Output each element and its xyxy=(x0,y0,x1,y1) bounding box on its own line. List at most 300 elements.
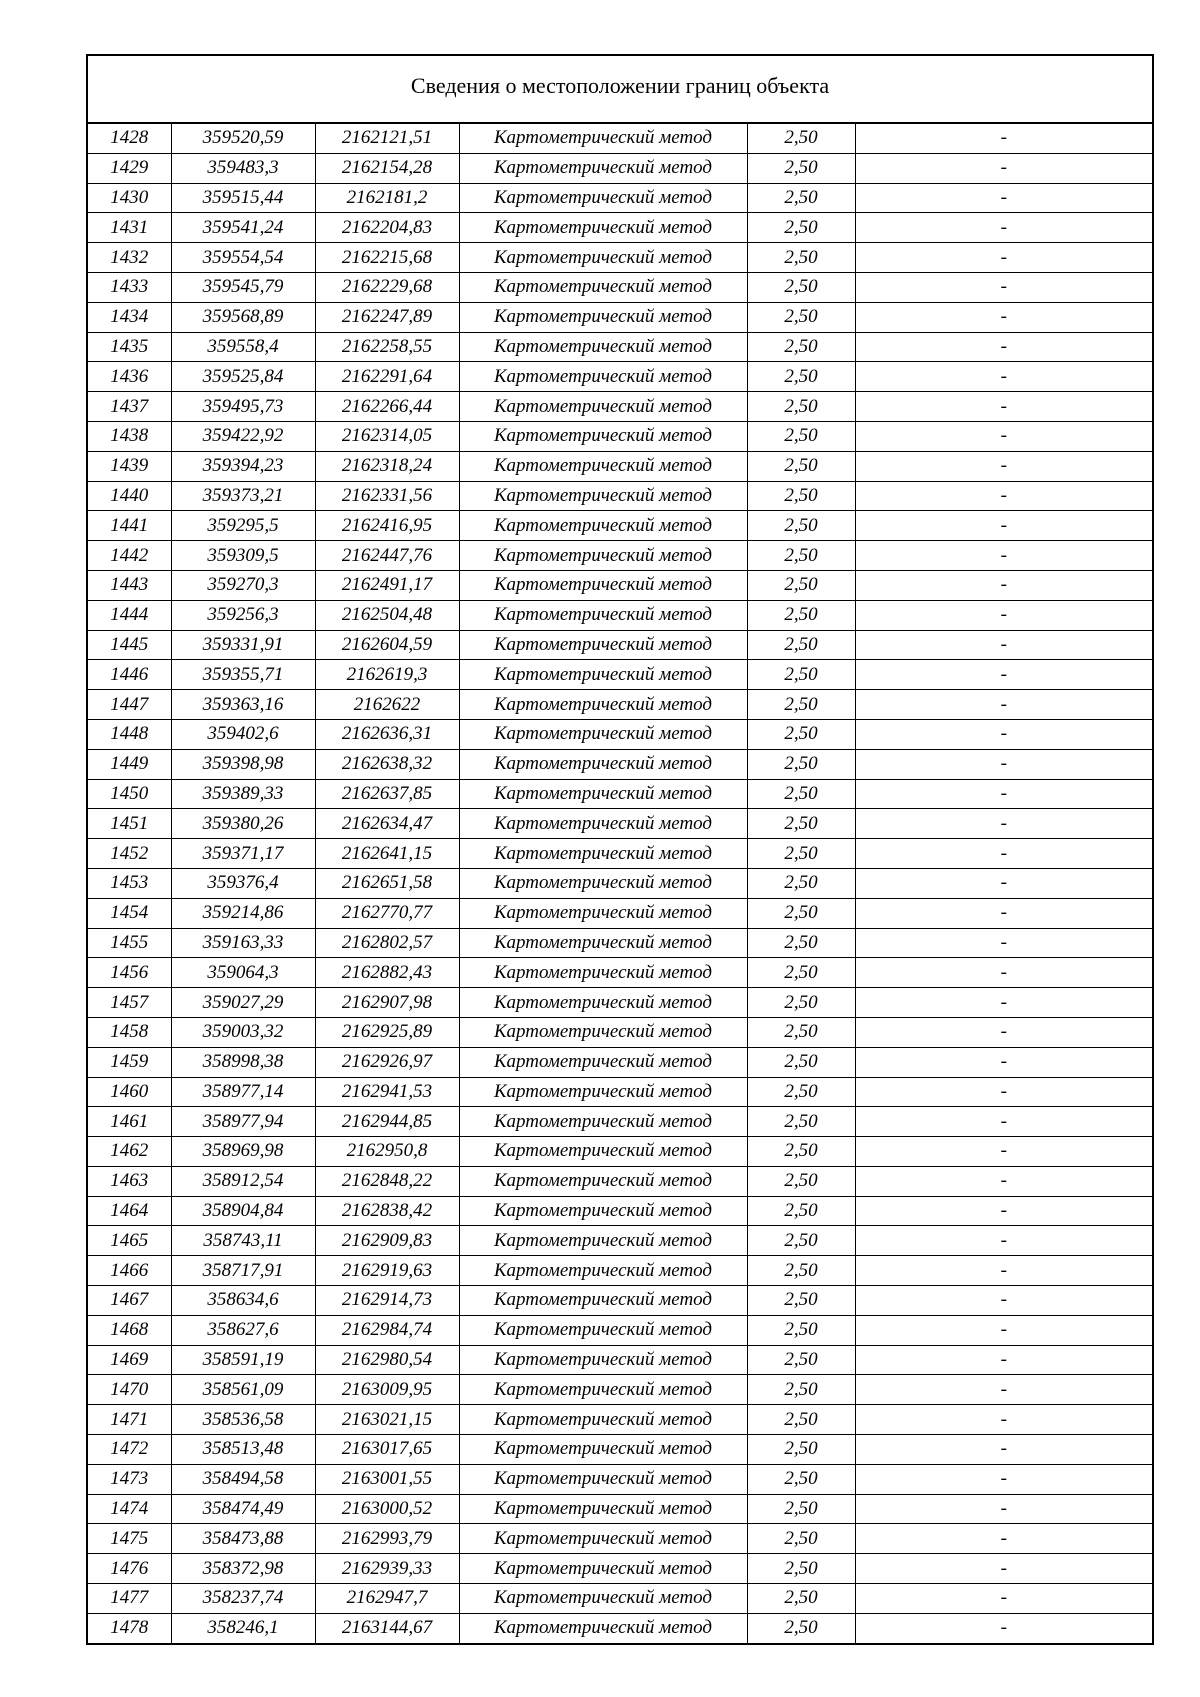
boundary-coordinates-table xyxy=(86,54,1154,1645)
accuracy-cell: 2,50 xyxy=(747,690,855,720)
document-title: Сведения о местоположении границ объекта xyxy=(87,55,1153,123)
table-row xyxy=(87,809,1153,839)
table-row xyxy=(87,1226,1153,1256)
note-cell: - xyxy=(855,749,1153,779)
point-number-cell: 1448 xyxy=(87,719,171,749)
table-row xyxy=(87,153,1153,183)
note-cell: - xyxy=(855,1435,1153,1465)
point-number-cell: 1473 xyxy=(87,1464,171,1494)
x-coordinate-cell: 358634,6 xyxy=(171,1286,315,1316)
accuracy-cell: 2,50 xyxy=(747,1047,855,1077)
table-row xyxy=(87,481,1153,511)
x-coordinate-cell: 358473,88 xyxy=(171,1524,315,1554)
point-number-cell: 1438 xyxy=(87,421,171,451)
note-cell: - xyxy=(855,1226,1153,1256)
x-coordinate-cell: 359545,79 xyxy=(171,272,315,302)
point-number-cell: 1454 xyxy=(87,898,171,928)
x-coordinate-cell: 359027,29 xyxy=(171,988,315,1018)
note-cell: - xyxy=(855,1166,1153,1196)
table-row xyxy=(87,1464,1153,1494)
table-row xyxy=(87,1196,1153,1226)
x-coordinate-cell: 358977,14 xyxy=(171,1077,315,1107)
point-number-cell: 1463 xyxy=(87,1166,171,1196)
point-number-cell: 1436 xyxy=(87,362,171,392)
table-row xyxy=(87,928,1153,958)
x-coordinate-cell: 359376,4 xyxy=(171,868,315,898)
note-cell: - xyxy=(855,1554,1153,1584)
accuracy-cell: 2,50 xyxy=(747,1226,855,1256)
point-number-cell: 1471 xyxy=(87,1405,171,1435)
method-cell: Картометрический метод xyxy=(459,302,747,332)
x-coordinate-cell: 359422,92 xyxy=(171,421,315,451)
y-coordinate-cell: 2162941,53 xyxy=(315,1077,459,1107)
point-number-cell: 1428 xyxy=(87,123,171,153)
point-number-cell: 1437 xyxy=(87,392,171,422)
x-coordinate-cell: 359214,86 xyxy=(171,898,315,928)
note-cell: - xyxy=(855,1405,1153,1435)
x-coordinate-cell: 359003,32 xyxy=(171,1017,315,1047)
y-coordinate-cell: 2163009,95 xyxy=(315,1375,459,1405)
accuracy-cell: 2,50 xyxy=(747,1077,855,1107)
x-coordinate-cell: 359355,71 xyxy=(171,660,315,690)
y-coordinate-cell: 2162770,77 xyxy=(315,898,459,928)
accuracy-cell: 2,50 xyxy=(747,1286,855,1316)
accuracy-cell: 2,50 xyxy=(747,1375,855,1405)
accuracy-cell: 2,50 xyxy=(747,1524,855,1554)
accuracy-cell: 2,50 xyxy=(747,1107,855,1137)
table-row xyxy=(87,421,1153,451)
x-coordinate-cell: 359402,6 xyxy=(171,719,315,749)
y-coordinate-cell: 2162802,57 xyxy=(315,928,459,958)
table-row xyxy=(87,1137,1153,1167)
method-cell: Картометрический метод xyxy=(459,690,747,720)
note-cell: - xyxy=(855,1107,1153,1137)
table-row xyxy=(87,1494,1153,1524)
point-number-cell: 1433 xyxy=(87,272,171,302)
method-cell: Картометрический метод xyxy=(459,1464,747,1494)
note-cell: - xyxy=(855,868,1153,898)
point-number-cell: 1452 xyxy=(87,839,171,869)
method-cell: Картометрический метод xyxy=(459,779,747,809)
note-cell: - xyxy=(855,392,1153,422)
note-cell: - xyxy=(855,421,1153,451)
note-cell: - xyxy=(855,1584,1153,1614)
y-coordinate-cell: 2162318,24 xyxy=(315,451,459,481)
note-cell: - xyxy=(855,1494,1153,1524)
note-cell: - xyxy=(855,272,1153,302)
method-cell: Картометрический метод xyxy=(459,898,747,928)
x-coordinate-cell: 358998,38 xyxy=(171,1047,315,1077)
note-cell: - xyxy=(855,570,1153,600)
note-cell: - xyxy=(855,988,1153,1018)
point-number-cell: 1429 xyxy=(87,153,171,183)
point-number-cell: 1468 xyxy=(87,1315,171,1345)
x-coordinate-cell: 358717,91 xyxy=(171,1256,315,1286)
table-row xyxy=(87,1405,1153,1435)
point-number-cell: 1464 xyxy=(87,1196,171,1226)
accuracy-cell: 2,50 xyxy=(747,1345,855,1375)
method-cell: Картометрический метод xyxy=(459,1554,747,1584)
table-row xyxy=(87,183,1153,213)
table-row xyxy=(87,243,1153,273)
table-row xyxy=(87,1047,1153,1077)
accuracy-cell: 2,50 xyxy=(747,302,855,332)
accuracy-cell: 2,50 xyxy=(747,451,855,481)
accuracy-cell: 2,50 xyxy=(747,1315,855,1345)
method-cell: Картометрический метод xyxy=(459,392,747,422)
accuracy-cell: 2,50 xyxy=(747,1196,855,1226)
accuracy-cell: 2,50 xyxy=(747,421,855,451)
table-row xyxy=(87,779,1153,809)
table-row xyxy=(87,451,1153,481)
point-number-cell: 1445 xyxy=(87,630,171,660)
point-number-cell: 1477 xyxy=(87,1584,171,1614)
x-coordinate-cell: 359163,33 xyxy=(171,928,315,958)
y-coordinate-cell: 2162984,74 xyxy=(315,1315,459,1345)
y-coordinate-cell: 2162229,68 xyxy=(315,272,459,302)
method-cell: Картометрический метод xyxy=(459,1405,747,1435)
note-cell: - xyxy=(855,1464,1153,1494)
note-cell: - xyxy=(855,809,1153,839)
method-cell: Картометрический метод xyxy=(459,481,747,511)
point-number-cell: 1467 xyxy=(87,1286,171,1316)
note-cell: - xyxy=(855,1137,1153,1167)
point-number-cell: 1440 xyxy=(87,481,171,511)
accuracy-cell: 2,50 xyxy=(747,809,855,839)
x-coordinate-cell: 358513,48 xyxy=(171,1435,315,1465)
method-cell: Картометрический метод xyxy=(459,988,747,1018)
method-cell: Картометрический метод xyxy=(459,928,747,958)
y-coordinate-cell: 2163001,55 xyxy=(315,1464,459,1494)
accuracy-cell: 2,50 xyxy=(747,243,855,273)
accuracy-cell: 2,50 xyxy=(747,868,855,898)
x-coordinate-cell: 358474,49 xyxy=(171,1494,315,1524)
y-coordinate-cell: 2162331,56 xyxy=(315,481,459,511)
x-coordinate-cell: 359363,16 xyxy=(171,690,315,720)
table-row xyxy=(87,1017,1153,1047)
y-coordinate-cell: 2162848,22 xyxy=(315,1166,459,1196)
x-coordinate-cell: 359520,59 xyxy=(171,123,315,153)
method-cell: Картометрический метод xyxy=(459,272,747,302)
accuracy-cell: 2,50 xyxy=(747,183,855,213)
note-cell: - xyxy=(855,1345,1153,1375)
accuracy-cell: 2,50 xyxy=(747,839,855,869)
note-cell: - xyxy=(855,481,1153,511)
table-row xyxy=(87,1077,1153,1107)
x-coordinate-cell: 358977,94 xyxy=(171,1107,315,1137)
table-row xyxy=(87,213,1153,243)
method-cell: Картометрический метод xyxy=(459,1166,747,1196)
x-coordinate-cell: 358494,58 xyxy=(171,1464,315,1494)
method-cell: Картометрический метод xyxy=(459,1047,747,1077)
method-cell: Картометрический метод xyxy=(459,958,747,988)
accuracy-cell: 2,50 xyxy=(747,1166,855,1196)
accuracy-cell: 2,50 xyxy=(747,1137,855,1167)
table-row xyxy=(87,570,1153,600)
point-number-cell: 1456 xyxy=(87,958,171,988)
point-number-cell: 1432 xyxy=(87,243,171,273)
y-coordinate-cell: 2162939,33 xyxy=(315,1554,459,1584)
x-coordinate-cell: 358237,74 xyxy=(171,1584,315,1614)
point-number-cell: 1446 xyxy=(87,660,171,690)
point-number-cell: 1444 xyxy=(87,600,171,630)
point-number-cell: 1478 xyxy=(87,1613,171,1643)
accuracy-cell: 2,50 xyxy=(747,1256,855,1286)
x-coordinate-cell: 358246,1 xyxy=(171,1613,315,1643)
x-coordinate-cell: 359270,3 xyxy=(171,570,315,600)
y-coordinate-cell: 2162622 xyxy=(315,690,459,720)
method-cell: Картометрический метод xyxy=(459,1435,747,1465)
x-coordinate-cell: 359380,26 xyxy=(171,809,315,839)
point-number-cell: 1451 xyxy=(87,809,171,839)
method-cell: Картометрический метод xyxy=(459,421,747,451)
note-cell: - xyxy=(855,690,1153,720)
point-number-cell: 1439 xyxy=(87,451,171,481)
point-number-cell: 1459 xyxy=(87,1047,171,1077)
accuracy-cell: 2,50 xyxy=(747,660,855,690)
point-number-cell: 1469 xyxy=(87,1345,171,1375)
method-cell: Картометрический метод xyxy=(459,630,747,660)
x-coordinate-cell: 359525,84 xyxy=(171,362,315,392)
x-coordinate-cell: 359554,54 xyxy=(171,243,315,273)
accuracy-cell: 2,50 xyxy=(747,153,855,183)
table-row xyxy=(87,123,1153,153)
method-cell: Картометрический метод xyxy=(459,1584,747,1614)
y-coordinate-cell: 2162919,63 xyxy=(315,1256,459,1286)
table-row xyxy=(87,1613,1153,1643)
method-cell: Картометрический метод xyxy=(459,1226,747,1256)
method-cell: Картометрический метод xyxy=(459,243,747,273)
note-cell: - xyxy=(855,958,1153,988)
accuracy-cell: 2,50 xyxy=(747,600,855,630)
table-title-row xyxy=(87,55,1153,123)
table-row xyxy=(87,660,1153,690)
accuracy-cell: 2,50 xyxy=(747,511,855,541)
note-cell: - xyxy=(855,1196,1153,1226)
x-coordinate-cell: 359371,17 xyxy=(171,839,315,869)
method-cell: Картометрический метод xyxy=(459,868,747,898)
accuracy-cell: 2,50 xyxy=(747,1494,855,1524)
x-coordinate-cell: 358969,98 xyxy=(171,1137,315,1167)
y-coordinate-cell: 2162838,42 xyxy=(315,1196,459,1226)
point-number-cell: 1434 xyxy=(87,302,171,332)
note-cell: - xyxy=(855,332,1153,362)
table-row xyxy=(87,1524,1153,1554)
point-number-cell: 1470 xyxy=(87,1375,171,1405)
method-cell: Картометрический метод xyxy=(459,332,747,362)
method-cell: Картометрический метод xyxy=(459,1256,747,1286)
accuracy-cell: 2,50 xyxy=(747,570,855,600)
note-cell: - xyxy=(855,928,1153,958)
accuracy-cell: 2,50 xyxy=(747,123,855,153)
point-number-cell: 1458 xyxy=(87,1017,171,1047)
method-cell: Картометрический метод xyxy=(459,570,747,600)
table-row xyxy=(87,1315,1153,1345)
method-cell: Картометрический метод xyxy=(459,1286,747,1316)
accuracy-cell: 2,50 xyxy=(747,928,855,958)
method-cell: Картометрический метод xyxy=(459,660,747,690)
table-row xyxy=(87,600,1153,630)
point-number-cell: 1474 xyxy=(87,1494,171,1524)
table-row xyxy=(87,272,1153,302)
point-number-cell: 1476 xyxy=(87,1554,171,1584)
note-cell: - xyxy=(855,898,1153,928)
x-coordinate-cell: 359373,21 xyxy=(171,481,315,511)
table-row xyxy=(87,690,1153,720)
y-coordinate-cell: 2162491,17 xyxy=(315,570,459,600)
note-cell: - xyxy=(855,451,1153,481)
table-row xyxy=(87,1345,1153,1375)
table-row xyxy=(87,302,1153,332)
point-number-cell: 1460 xyxy=(87,1077,171,1107)
note-cell: - xyxy=(855,362,1153,392)
table-row xyxy=(87,988,1153,1018)
y-coordinate-cell: 2162314,05 xyxy=(315,421,459,451)
x-coordinate-cell: 359495,73 xyxy=(171,392,315,422)
note-cell: - xyxy=(855,719,1153,749)
note-cell: - xyxy=(855,1047,1153,1077)
method-cell: Картометрический метод xyxy=(459,1345,747,1375)
accuracy-cell: 2,50 xyxy=(747,272,855,302)
method-cell: Картометрический метод xyxy=(459,183,747,213)
y-coordinate-cell: 2162637,85 xyxy=(315,779,459,809)
table-row xyxy=(87,1107,1153,1137)
note-cell: - xyxy=(855,213,1153,243)
method-cell: Картометрический метод xyxy=(459,719,747,749)
y-coordinate-cell: 2162993,79 xyxy=(315,1524,459,1554)
y-coordinate-cell: 2162925,89 xyxy=(315,1017,459,1047)
method-cell: Картометрический метод xyxy=(459,1494,747,1524)
method-cell: Картометрический метод xyxy=(459,213,747,243)
note-cell: - xyxy=(855,183,1153,213)
note-cell: - xyxy=(855,541,1153,571)
y-coordinate-cell: 2162907,98 xyxy=(315,988,459,1018)
note-cell: - xyxy=(855,1077,1153,1107)
method-cell: Картометрический метод xyxy=(459,1524,747,1554)
y-coordinate-cell: 2162926,97 xyxy=(315,1047,459,1077)
y-coordinate-cell: 2162266,44 xyxy=(315,392,459,422)
accuracy-cell: 2,50 xyxy=(747,541,855,571)
note-cell: - xyxy=(855,1315,1153,1345)
note-cell: - xyxy=(855,511,1153,541)
table-row xyxy=(87,1286,1153,1316)
note-cell: - xyxy=(855,600,1153,630)
point-number-cell: 1466 xyxy=(87,1256,171,1286)
note-cell: - xyxy=(855,660,1153,690)
accuracy-cell: 2,50 xyxy=(747,719,855,749)
x-coordinate-cell: 358536,58 xyxy=(171,1405,315,1435)
accuracy-cell: 2,50 xyxy=(747,1435,855,1465)
method-cell: Картометрический метод xyxy=(459,1375,747,1405)
point-number-cell: 1442 xyxy=(87,541,171,571)
table-row xyxy=(87,332,1153,362)
x-coordinate-cell: 359483,3 xyxy=(171,153,315,183)
method-cell: Картометрический метод xyxy=(459,839,747,869)
method-cell: Картометрический метод xyxy=(459,123,747,153)
method-cell: Картометрический метод xyxy=(459,153,747,183)
point-number-cell: 1443 xyxy=(87,570,171,600)
y-coordinate-cell: 2162204,83 xyxy=(315,213,459,243)
method-cell: Картометрический метод xyxy=(459,1137,747,1167)
y-coordinate-cell: 2162416,95 xyxy=(315,511,459,541)
accuracy-cell: 2,50 xyxy=(747,630,855,660)
method-cell: Картометрический метод xyxy=(459,809,747,839)
x-coordinate-cell: 359331,91 xyxy=(171,630,315,660)
method-cell: Картометрический метод xyxy=(459,362,747,392)
accuracy-cell: 2,50 xyxy=(747,362,855,392)
x-coordinate-cell: 359568,89 xyxy=(171,302,315,332)
point-number-cell: 1435 xyxy=(87,332,171,362)
y-coordinate-cell: 2162247,89 xyxy=(315,302,459,332)
method-cell: Картометрический метод xyxy=(459,511,747,541)
y-coordinate-cell: 2162121,51 xyxy=(315,123,459,153)
y-coordinate-cell: 2162504,48 xyxy=(315,600,459,630)
point-number-cell: 1472 xyxy=(87,1435,171,1465)
y-coordinate-cell: 2162619,3 xyxy=(315,660,459,690)
accuracy-cell: 2,50 xyxy=(747,1613,855,1643)
x-coordinate-cell: 359541,24 xyxy=(171,213,315,243)
accuracy-cell: 2,50 xyxy=(747,392,855,422)
y-coordinate-cell: 2162641,15 xyxy=(315,839,459,869)
x-coordinate-cell: 358912,54 xyxy=(171,1166,315,1196)
y-coordinate-cell: 2162651,58 xyxy=(315,868,459,898)
accuracy-cell: 2,50 xyxy=(747,213,855,243)
accuracy-cell: 2,50 xyxy=(747,1554,855,1584)
table-row xyxy=(87,1435,1153,1465)
accuracy-cell: 2,50 xyxy=(747,1017,855,1047)
accuracy-cell: 2,50 xyxy=(747,481,855,511)
method-cell: Картометрический метод xyxy=(459,1613,747,1643)
x-coordinate-cell: 359256,3 xyxy=(171,600,315,630)
method-cell: Картометрический метод xyxy=(459,1107,747,1137)
point-number-cell: 1465 xyxy=(87,1226,171,1256)
accuracy-cell: 2,50 xyxy=(747,749,855,779)
y-coordinate-cell: 2162950,8 xyxy=(315,1137,459,1167)
table-row xyxy=(87,1375,1153,1405)
note-cell: - xyxy=(855,1375,1153,1405)
point-number-cell: 1455 xyxy=(87,928,171,958)
accuracy-cell: 2,50 xyxy=(747,779,855,809)
y-coordinate-cell: 2162447,76 xyxy=(315,541,459,571)
table-row xyxy=(87,1554,1153,1584)
note-cell: - xyxy=(855,243,1153,273)
table-row xyxy=(87,1166,1153,1196)
y-coordinate-cell: 2162636,31 xyxy=(315,719,459,749)
note-cell: - xyxy=(855,1286,1153,1316)
point-number-cell: 1450 xyxy=(87,779,171,809)
point-number-cell: 1449 xyxy=(87,749,171,779)
note-cell: - xyxy=(855,1613,1153,1643)
table-row xyxy=(87,958,1153,988)
note-cell: - xyxy=(855,1017,1153,1047)
y-coordinate-cell: 2162980,54 xyxy=(315,1345,459,1375)
y-coordinate-cell: 2162291,64 xyxy=(315,362,459,392)
table-row xyxy=(87,719,1153,749)
note-cell: - xyxy=(855,630,1153,660)
note-cell: - xyxy=(855,153,1153,183)
x-coordinate-cell: 359558,4 xyxy=(171,332,315,362)
point-number-cell: 1431 xyxy=(87,213,171,243)
y-coordinate-cell: 2162181,2 xyxy=(315,183,459,213)
point-number-cell: 1457 xyxy=(87,988,171,1018)
x-coordinate-cell: 358627,6 xyxy=(171,1315,315,1345)
table-row xyxy=(87,511,1153,541)
x-coordinate-cell: 358372,98 xyxy=(171,1554,315,1584)
accuracy-cell: 2,50 xyxy=(747,988,855,1018)
accuracy-cell: 2,50 xyxy=(747,1464,855,1494)
method-cell: Картометрический метод xyxy=(459,1196,747,1226)
y-coordinate-cell: 2163021,15 xyxy=(315,1405,459,1435)
